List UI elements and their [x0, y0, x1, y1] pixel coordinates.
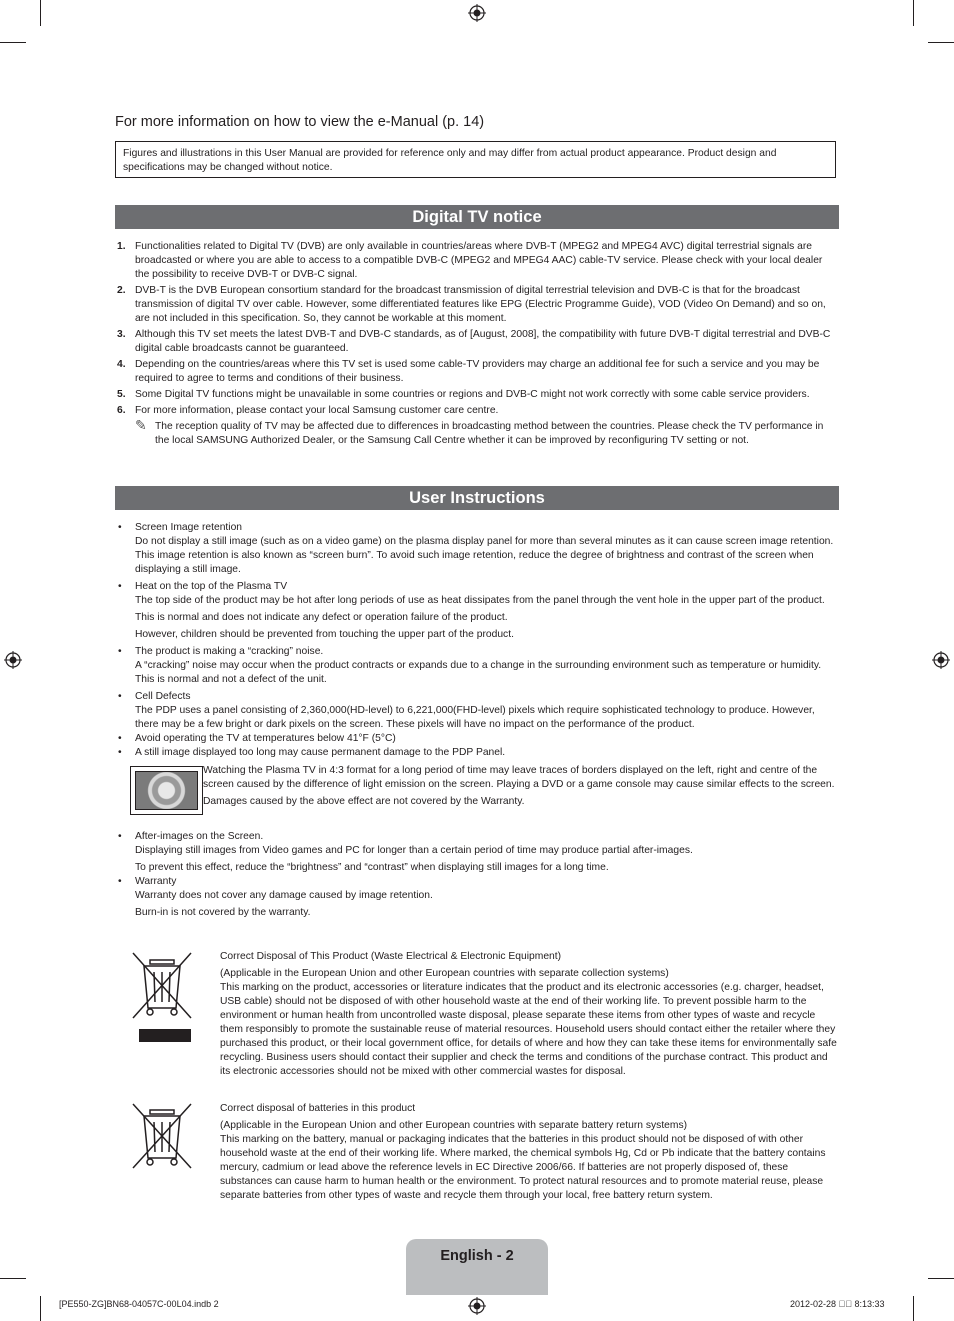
item-title: Warranty	[135, 876, 177, 887]
list-item	[117, 284, 839, 326]
item-text: For more information, please contact your local Samsung customer care centre.	[135, 405, 499, 416]
item-text: Watching the Plasma TV in 4:3 format for a long period of time may leave traces of borders displayed on the left, right and centre of the screen caused by the difference of light emission on the screen. Playing a DVD or a game console may cause similar effects to the screen.	[203, 765, 835, 790]
list-item	[117, 328, 839, 356]
crop-mark	[0, 1278, 26, 1279]
item-title: Avoid operating the TV at temperatures below 41°F (5°C)	[135, 733, 396, 744]
registration-mark-icon	[468, 1297, 486, 1315]
bullet-icon: •	[118, 876, 122, 887]
bullet-icon: •	[118, 581, 122, 592]
item-number: 1.	[117, 241, 126, 252]
list-item	[118, 746, 840, 760]
item-title: A still image displayed too long may cause permanent damage to the PDP Panel.	[135, 747, 506, 758]
crop-mark	[928, 1278, 954, 1279]
list-item	[117, 358, 839, 386]
list-item	[118, 580, 840, 642]
bullet-icon: •	[118, 733, 122, 744]
list-item	[118, 830, 840, 875]
item-title: The product is making a “cracking” noise.	[135, 646, 324, 657]
item-text: However, children should be prevented from touching the upper part of the product.	[135, 629, 514, 640]
date-info: 2012-02-28 ￿￿ 8:13:33	[790, 1299, 885, 1309]
item-text: Warranty does not cover any damage caused by image retention.	[135, 890, 433, 901]
list-item	[118, 690, 840, 732]
crop-mark	[40, 1296, 41, 1321]
item-number: 2.	[117, 285, 126, 296]
item-text: The PDP uses a panel consisting of 2,360,000(HD-level) to 6,221,000(FHD-level) pixels which require sophisticated technology to produce. However, there may be a few bright or dark pixels on the screen. These pixels will have no impact on the performance of the product.	[135, 705, 815, 730]
list-item	[117, 388, 839, 402]
file-info: [PE550-ZG]BN68-04057C-00L04.indb 2	[59, 1299, 219, 1309]
item-text: The top side of the product may be hot after long periods of use as heat dissipates from the panel through the vent hole in the upper part of the product.	[135, 595, 825, 606]
tv-screen-image	[135, 771, 198, 810]
item-title: After-images on the Screen.	[135, 831, 264, 842]
item-text: Displaying still images from Video games and PC for longer than a certain period of time may produce partial after-images.	[135, 845, 693, 856]
crop-mark	[928, 42, 954, 43]
item-text: To prevent this effect, reduce the “brightness” and “contrast” when displaying still images for a long time.	[135, 862, 609, 873]
item-text: Some Digital TV functions might be unavailable in some countries or regions and DVB-C might not work correctly with some cable service providers.	[135, 389, 810, 400]
reception-note	[117, 417, 839, 448]
weee-disposal-block	[130, 950, 839, 1079]
battery-disposal-block	[130, 1102, 839, 1203]
item-number: 3.	[117, 329, 126, 340]
note-pencil-icon: ✎	[135, 417, 147, 433]
list-item	[118, 732, 840, 746]
item-title: Screen Image retention	[135, 522, 243, 533]
bullet-icon: •	[118, 646, 122, 657]
weee-text: This marking on the product, accessories or literature indicates that the product and its electronic accessories (e.g. charger, headset, USB cable) should not be disposed of with other household waste at the end of their working life. To prevent possible harm to the environment or human health from uncontrolled waste disposal, please separate these items from other types of waste and recycle them responsibly to promote the sustainable reuse of material resources. Household users should contact either the retailer where they purchased this product, or their local government office, for details of where and how they can take these items for environmentally safe recycling. Business users should contact their supplier and check the terms and conditions of the purchase contract. This product and its electronic accessories should not be mixed with other commercial wastes for disposal.	[220, 982, 837, 1077]
bullet-icon: •	[118, 691, 122, 702]
page-number-label: English - 2	[440, 1248, 514, 1264]
item-title: Heat on the top of the Plasma TV	[135, 581, 288, 592]
weee-subtitle: (Applicable in the European Union and other European countries with separate collection systems)	[220, 968, 669, 979]
item-text: Burn-in is not covered by the warranty.	[135, 907, 311, 918]
crop-mark	[913, 1296, 914, 1321]
item-text: This is normal and does not indicate any defect or operation failure of the product.	[135, 612, 508, 623]
user-instructions-list	[118, 521, 840, 920]
item-text: A “cracking” noise may occur when the product contracts or expands due to a change in the surrounding environment such as temperature or humidity. This is normal and not a defect of the unit.	[135, 660, 822, 685]
bullet-icon: •	[118, 747, 122, 758]
digital-tv-list	[117, 240, 839, 448]
item-number: 4.	[117, 359, 126, 370]
item-text: Depending on the countries/areas where this TV set is used some cable-TV providers may charge an additional fee for such a service and you may be required to agree to terms and conditions of their business.	[135, 359, 820, 384]
item-text: Functionalities related to Digital TV (DVB) are only available in countries/areas where DVB-T (MPEG2 and MPEG4 AVC) digital terrestrial signals are broadcasted or where you are able to access to a compatible DVB-C (MPEG2 and MPEG4 AAC) cable-TV service. Please check with your local dealer the possibility to receive DVB-T or DVB-C signal.	[135, 241, 823, 280]
crop-mark	[913, 0, 914, 26]
user-instructions-section-title: User Instructions	[115, 486, 839, 510]
list-item	[118, 875, 840, 920]
note-text: The reception quality of TV may be affected due to differences in broadcasting method between the countries. Please check the TV performance in the local SAMSUNG Authorized Dealer, or the Samsung Call Centre whether it can be improved by reconfiguring TV setting or not.	[155, 421, 824, 446]
emanual-info-heading: For more information on how to view the e-Manual (p. 14)	[115, 114, 485, 130]
page-number-tab	[406, 1239, 548, 1295]
disclaimer-box: Figures and illustrations in this User Manual are provided for reference only and may differ from actual product appearance. Product design and specifications may be changed without notice.	[115, 141, 836, 178]
crossed-bin-icon	[130, 1102, 194, 1172]
battery-title: Correct disposal of batteries in this product	[220, 1103, 416, 1114]
crossed-bin-icon	[130, 950, 194, 1045]
item-text: DVB-T is the DVB European consortium standard for the broadcast transmission of digital terrestrial television and DVB-C is that for the broadcast transmission of digital TV over cable. However, some differentiated features like EPG (Electric Programme Guide), VOD (Video On Demand) and so on, are not included in this specification. So, they cannot be workable at this moment.	[135, 285, 826, 324]
digital-tv-section-title: Digital TV notice	[115, 205, 839, 229]
item-text: Do not display a still image (such as on a video game) on the plasma display panel for more than several minutes as it can cause screen image retention. This image retention is also known as “screen burn”. To avoid such image retention, reduce the degree of brightness and contrast of the screen when displaying a still image.	[135, 536, 834, 575]
registration-mark-icon	[468, 4, 486, 22]
crop-mark	[0, 42, 26, 43]
item-number: 5.	[117, 389, 126, 400]
item-title: Cell Defects	[135, 691, 191, 702]
weee-title: Correct Disposal of This Product (Waste Electrical & Electronic Equipment)	[220, 951, 562, 962]
battery-text: This marking on the battery, manual or packaging indicates that the batteries in this product should not be disposed of with other household waste at the end of their working life. Where marked, the chemical symbols Hg, Cd or Pb indicate that the battery contains mercury, cadmium or lead above the reference levels in EC Directive 2006/66. If batteries are not properly disposed of, these substances can cause harm to human health or the environment. To protect natural resources and to promote material reuse, please separate batteries from other types of waste and recycle them through your local, free battery return system.	[220, 1134, 826, 1201]
registration-mark-icon	[932, 651, 950, 669]
item-number: 6.	[117, 405, 126, 416]
registration-mark-icon	[4, 651, 22, 669]
bullet-icon: •	[118, 522, 122, 533]
item-text: Although this TV set meets the latest DVB-T and DVB-C standards, as of [August, 2008], the compatibility with future DVB-T digital terrestrial and DVB-C digital cable broadcasts cannot be guaranteed.	[135, 329, 831, 354]
list-item	[117, 404, 839, 418]
list-item	[117, 240, 839, 282]
list-item	[118, 645, 840, 687]
battery-subtitle: (Applicable in the European Union and other European countries with separate battery return systems)	[220, 1120, 688, 1131]
tv-thumbnail-icon	[130, 766, 203, 815]
bullet-icon: •	[118, 831, 122, 842]
item-text: Damages caused by the above effect are not covered by the Warranty.	[203, 796, 525, 807]
list-item	[118, 521, 840, 577]
crop-mark	[40, 0, 41, 26]
still-image-detail	[118, 764, 840, 820]
